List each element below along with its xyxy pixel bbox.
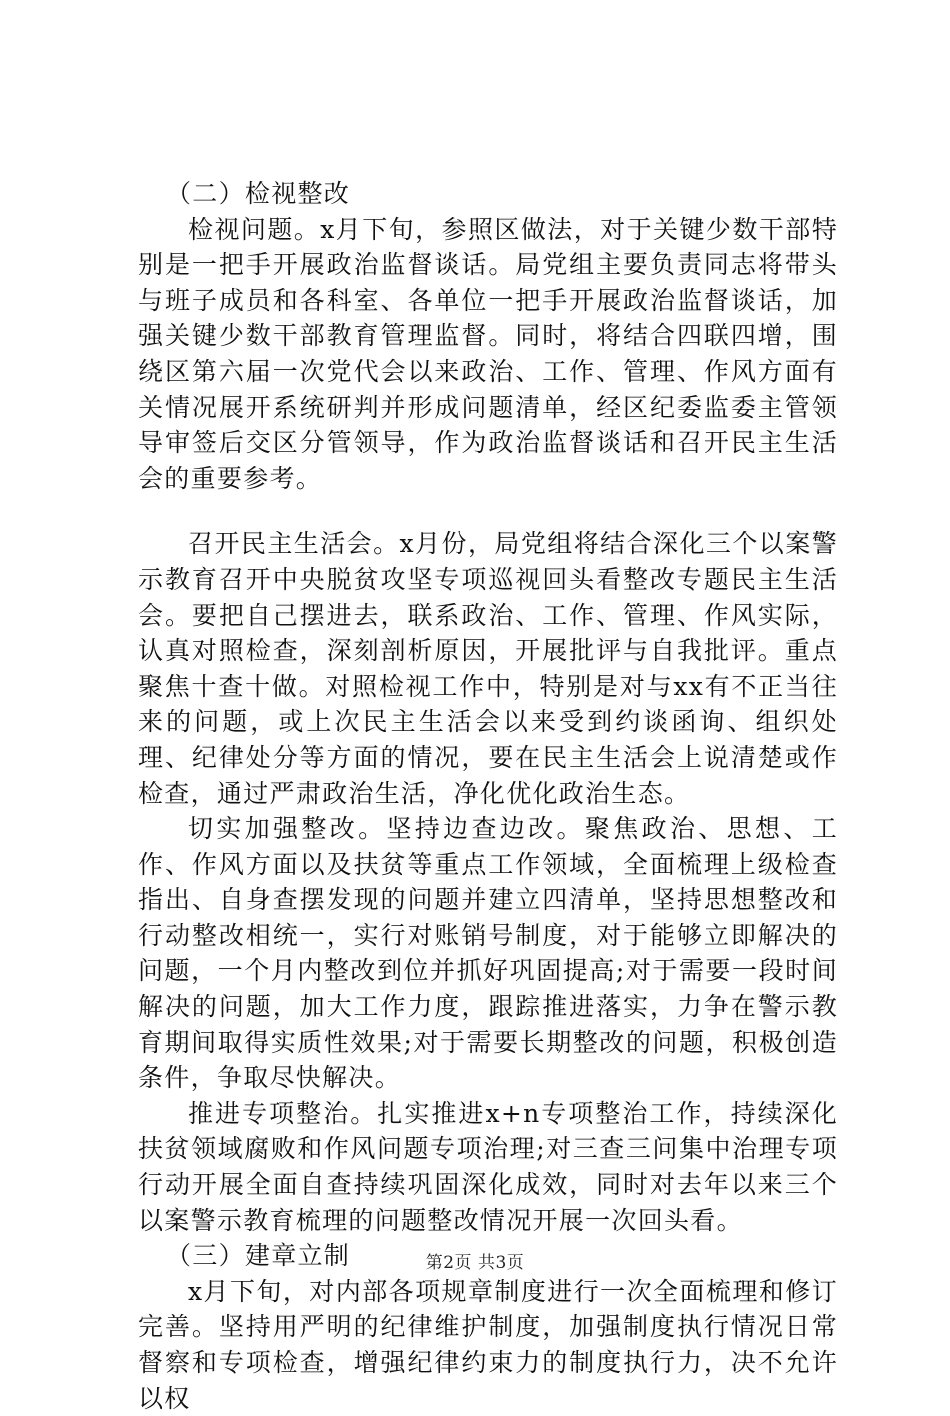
paragraph-democratic-meeting: 召开民主生活会。x月份，局党组将结合深化三个以案警示教育召开中央脱贫攻坚专项巡视回头看整改专题民主生活会。要把自己摆进去，联系政治、工作、管理、作风实际，认真对照检查，深刻剖析原因，开展批评与自我批评。重点聚焦十查十做。对照检视工作中，特别是对与xx有不正当往来的问题，或上次民主生活会以来受到约谈函询、组织处理、纪律处分等方面的情况，要在民主生活会上说清楚或作检查，通过严肃政治生活，净化优化政治生态。 (138, 529, 838, 808)
page-number-footer: 第2页 共3页 (425, 1253, 525, 1273)
paragraph-special-governance: 推进专项整治。扎实推进x+n专项整治工作，持续深化扶贫领域腐败和作风问题专项治理;对三查三问集中治理专项行动开展全面自查持续巩固深化成效，同时对去年以来三个以案警示教育梳理的问题整改情况开展一次回头看。 (138, 1098, 838, 1235)
paragraph-gap (138, 496, 838, 526)
section-heading-regulations: （三）建章立制 (166, 1241, 351, 1271)
section-heading-inspection: （二）检视整改 (166, 179, 351, 208)
paragraph-rectification: 切实加强整改。坚持边查边改。聚焦政治、思想、工作、作风方面以及扶贫等重点工作领域，全面梳理上级检查指出、自身查摆发现的问题并建立四清单，坚持思想整改和行动整改相统一，实行对账销号制度，对于能够立即解决的问题，一个月内整改到位并抓好巩固提高;对于需要一段时间解决的问题，加大工作力度，跟踪推进落实，力争在警示教育期间取得实质性效果;对于需要长期整改的问题，积极创造条件，争取尽快解决。 (138, 814, 838, 1093)
document-body (138, 176, 838, 1416)
paragraph-regulations: x月下旬，对内部各项规章制度进行一次全面梳理和修订完善。坚持用严明的纪律维护制度，加强制度执行情况日常督察和专项检查，增强纪律约束力的制度执行力，决不允许以权 (138, 1276, 838, 1413)
paragraph-inspect-issues: 检视问题。x月下旬，参照区做法，对于关键少数干部特别是一把手开展政治监督谈话。局党组主要负责同志将带头与班子成员和各科室、各单位一把手开展政治监督谈话，加强关键少数干部教育管理监督。同时，将结合四联四增，围绕区第六届一次党代会以来政治、工作、管理、作风方面有关情况展开系统研判并形成问题清单，经区纪委监委主管领导审签后交区分管领导，作为政治监督谈话和召开民主生活会的重要参考。 (138, 214, 838, 493)
